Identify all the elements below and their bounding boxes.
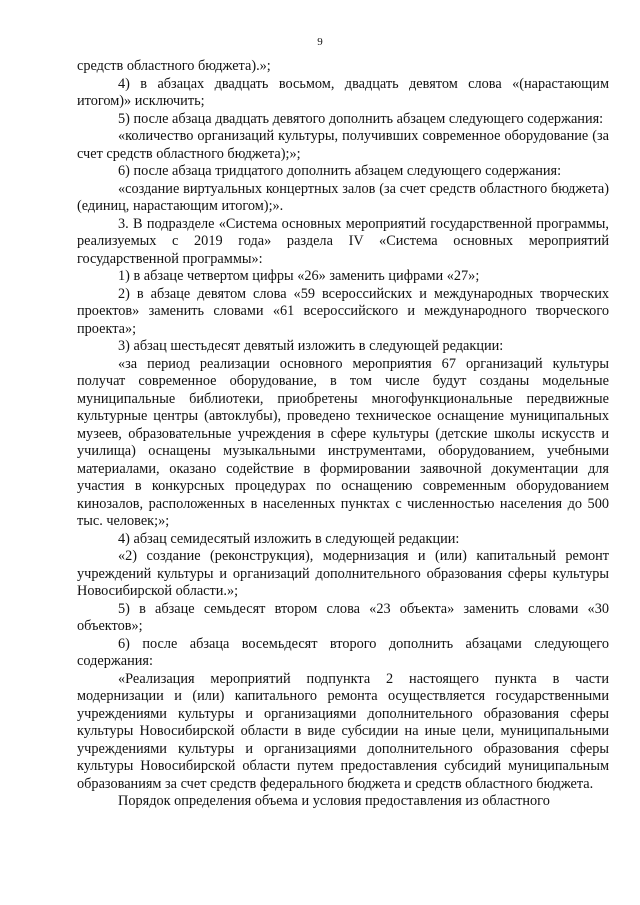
paragraph-sub-1: 1) в абзаце четвертом цифры «26» заменить цифрами «27»; <box>118 268 480 284</box>
paragraph-quote-equipment: «количество организаций культуры, получивших современное оборудование (за счет средств областного бюджета);»; <box>77 128 609 162</box>
paragraph-quote-measure-67: «за период реализации основного мероприятия 67 организаций культуры получат современное оборудование, в том числе будут созданы модельные муниципальные библиотеки, приобретены многофункциональные передвижные культурные центры (автоклубы), проведено техническое оснащение муниципальных музеев, образовательные учреждения в сфере культуры (детские школы искусств и училища) оснащены музыкальными инструментами, оборудованием, учебными материалами, оказано содействие в формировании заявочной документации для участия в конкурсных процедурах по оснащению современным оборудованием кинозалов, расположенных в населенных пунктах с численностью населения до 500 тыс. человек;»; <box>77 355 609 529</box>
paragraph-procedure: Порядок определения объема и условия предоставления из областного <box>118 793 550 809</box>
document-body <box>77 58 609 811</box>
paragraph-sub-5: 5) в абзаце семьдесят втором слова «23 объекта» заменить словами «30 объектов»; <box>77 600 609 634</box>
paragraph-quote-implementation: «Реализация мероприятий подпункта 2 настоящего пункта в части модернизации и (или) капитального ремонта осуществляется государственными учреждениями культуры и организациями дополнительного образования сферы культуры Новосибирской области в виде субсидии на иные цели, муниципальными учреждениями культуры и организациями дополнительного образования сферы культуры Новосибирской области путем предоставления субсидий муниципальным образованиям за счет средств федерального бюджета и средств областного бюджета. <box>77 670 609 792</box>
paragraph-sub-6: 6) после абзаца восемьдесят второго дополнить абзацами следующего содержания: <box>77 635 609 669</box>
paragraph-section-3: 3. В подразделе «Система основных мероприятий государственной программы, реализуемых с 2019 года» раздела IV «Система основных мероприятий государственной программы»: <box>77 215 609 267</box>
paragraph-quote-virtual-halls: «создание виртуальных концертных залов (за счет средств областного бюджета) (единиц, нарастающим итогом);». <box>77 180 609 214</box>
paragraph-sub-4: 4) абзац семидесятый изложить в следующей редакции: <box>118 530 460 547</box>
paragraph-quote-reconstruction: «2) создание (реконструкция), модернизация и (или) капитальный ремонт учреждений культуры и организаций дополнительного образования сферы культуры Новосибирской области.»; <box>77 548 609 599</box>
paragraph-sub-3: 3) абзац шестьдесят девятый изложить в следующей редакции: <box>118 338 504 354</box>
paragraph-sub-2: 2) в абзаце девятом слова «59 всероссийских и международных творческих проектов» заменить словами «61 всероссийского и международного творческого проекта»; <box>77 285 609 337</box>
paragraph-item-5-addition: 5) после абзаца двадцать девятого дополнить абзацем следующего содержания: <box>118 110 604 127</box>
paragraph-item-6-addition: 6) после абзаца тридцатого дополнить абзацем следующего содержания: <box>118 163 562 179</box>
paragraph-item-4-exclusion: 4) в абзацах двадцать восьмом, двадцать девятом слова «(нарастающим итогом)» исключить; <box>77 75 609 109</box>
page-number: 9 <box>317 36 323 48</box>
paragraph-continuation: средств областного бюджета).»; <box>77 58 271 74</box>
